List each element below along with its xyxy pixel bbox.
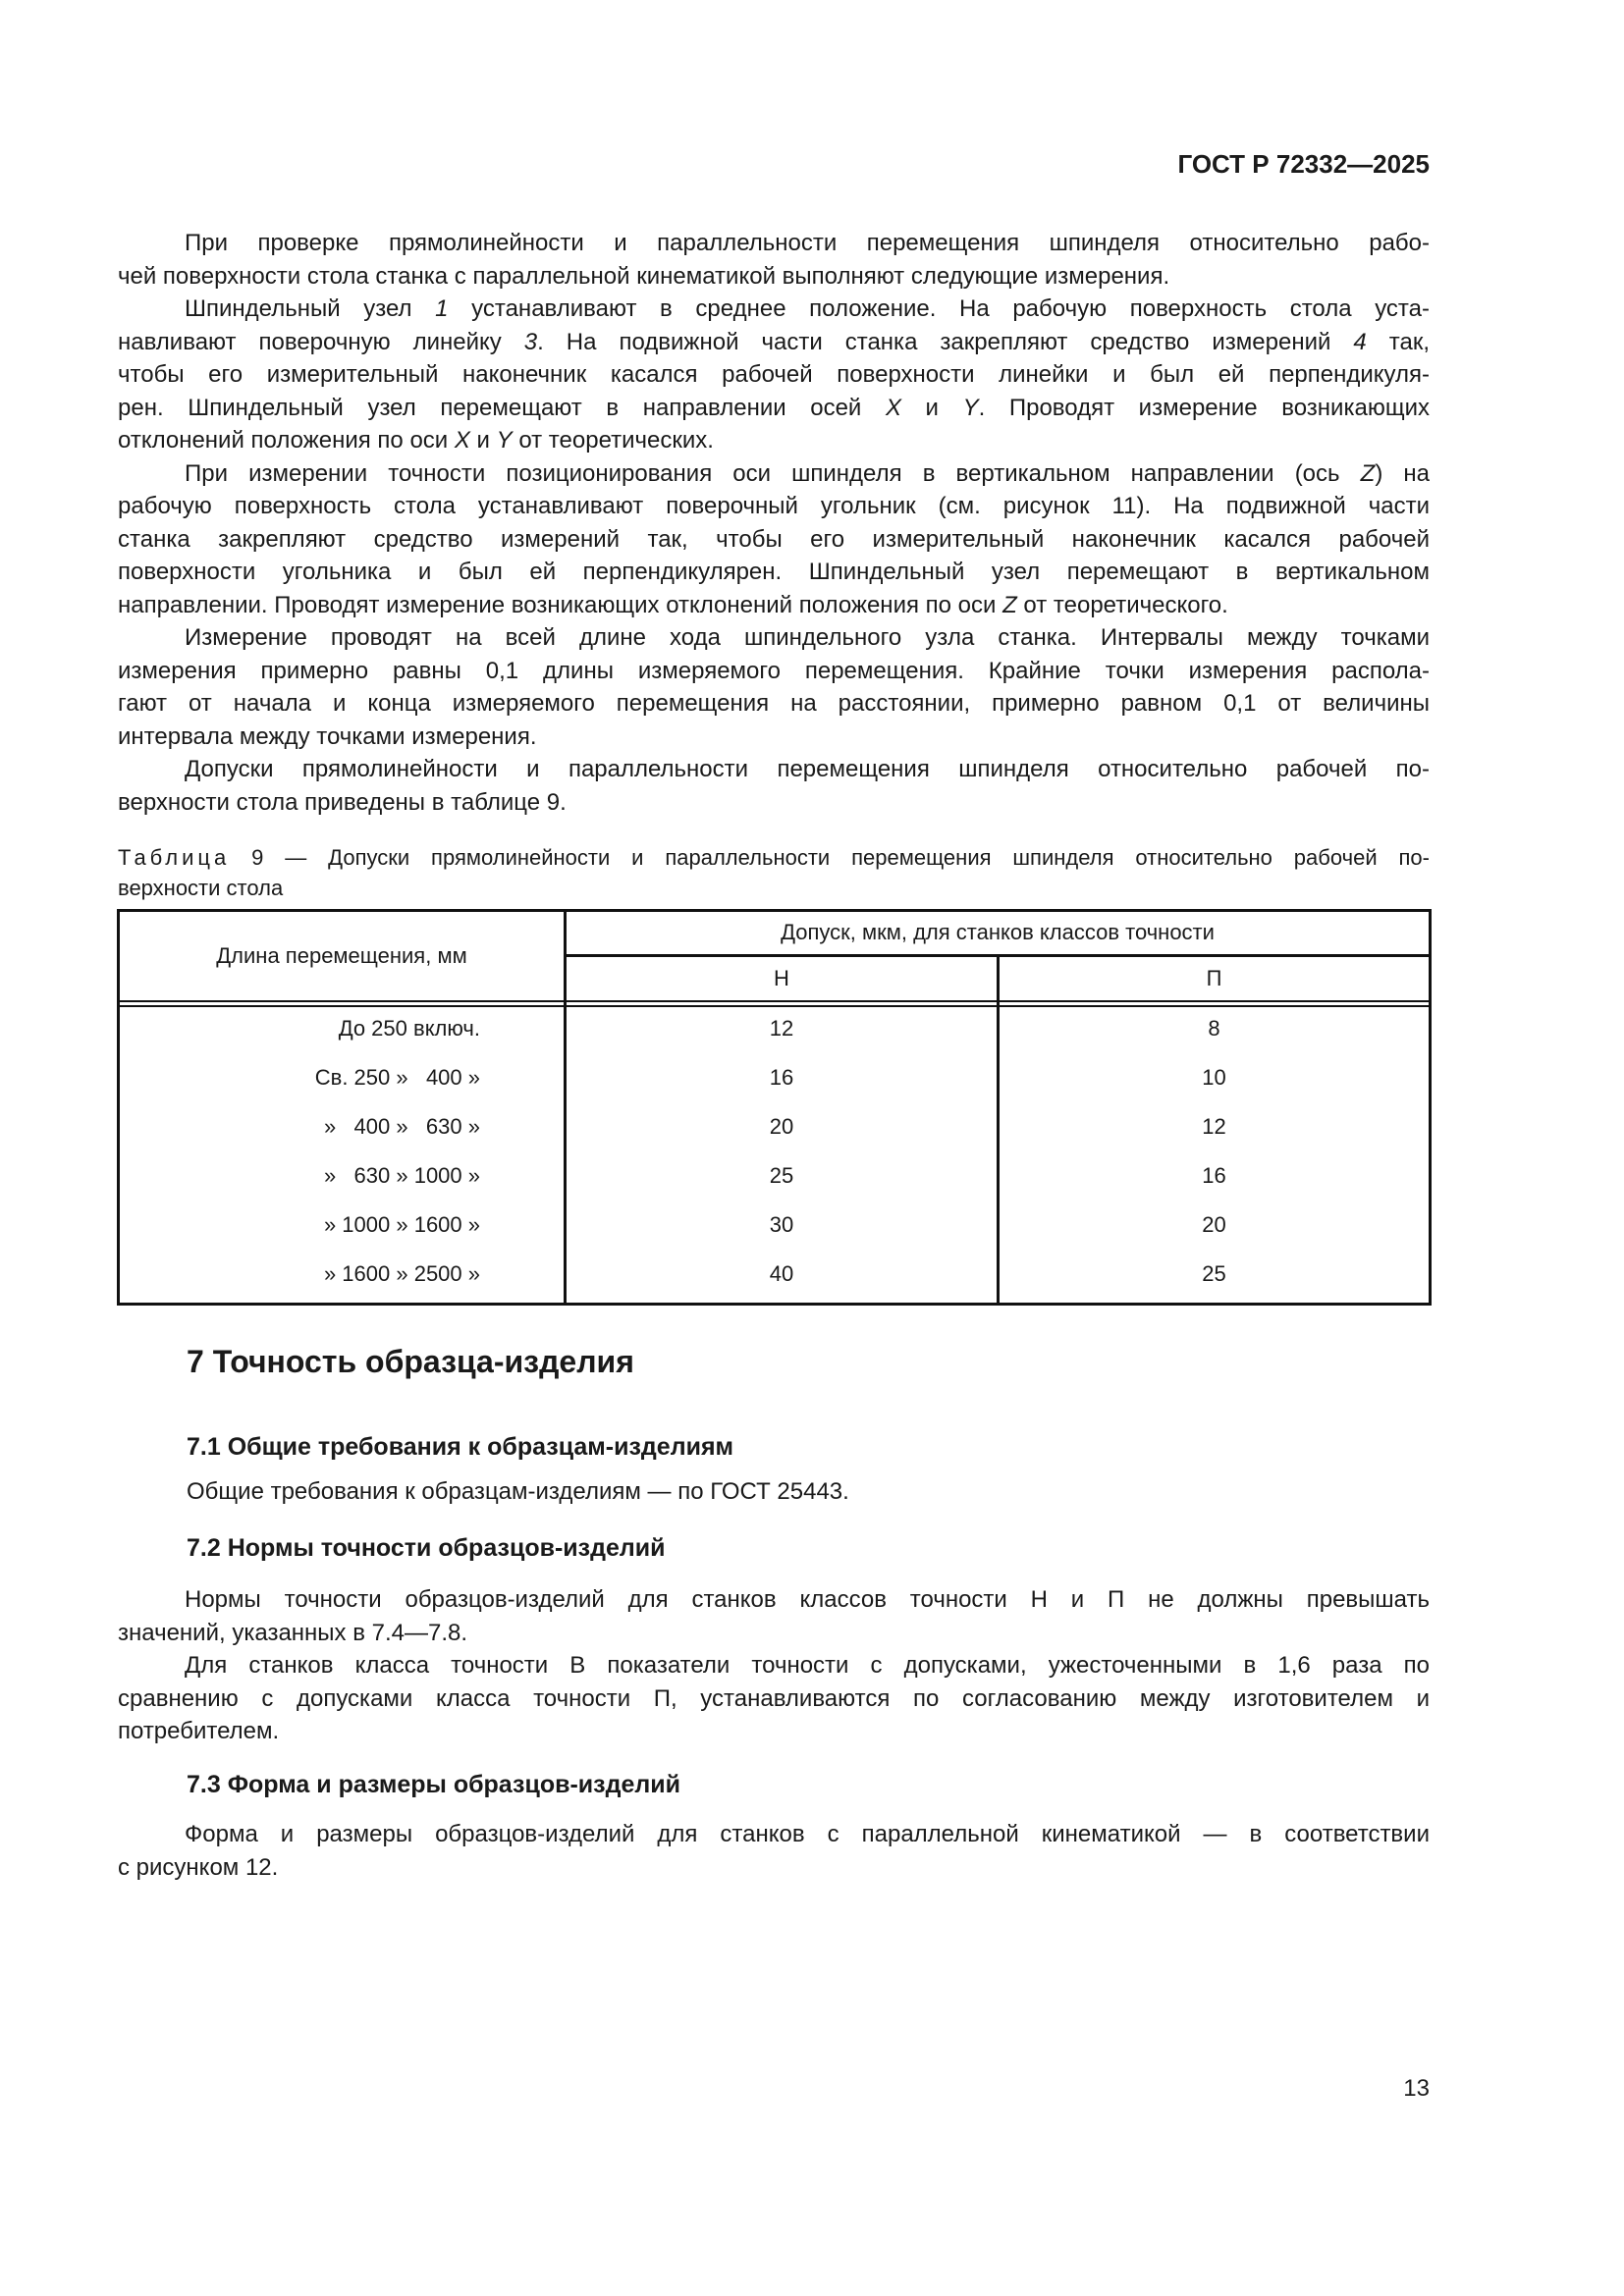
italic-ref: 3 [523,328,538,355]
table-caption-continued: верхности стола [118,876,284,900]
italic-ref: Y [962,394,979,421]
text-segment: Шпиндельный узел [185,295,436,322]
cell-tolerance-h: 16 [769,1065,794,1090]
text-segment: от теоретических. [512,427,714,454]
text-segment: рен. Шпиндельный узел перемещают в направлении осей [118,394,886,421]
text-segment: и [900,394,963,421]
tolerance-table [117,909,1432,1306]
paragraph-line: интервала между точками измерения. [118,722,537,750]
cell-tolerance-h: 20 [769,1114,794,1139]
paragraph-line: потребителем. [118,1718,280,1744]
cell-length: » 1000 » 1600 » [323,1212,480,1237]
text-segment: устанавливают в среднее положение. На рабочую поверхность стола уста- [448,295,1430,322]
table-subheader-line [564,954,1432,957]
paragraph-line: измерения примерно равны 0,1 длины измеряемого перемещения. Крайние точки измерения распола- [118,657,1430,684]
italic-ref: Z [1360,459,1376,487]
text-segment: . Проводят измерение возникающих [978,394,1430,421]
paragraph-line: значений, указанных в 7.4—7.8. [118,1619,468,1646]
paragraph-line: рабочую поверхность стола устанавливают поверочный угольник (см. рисунок 11). На подвижной части [118,493,1430,519]
col-header-class-h: Н [774,966,789,990]
paragraph-line: верхности стола приведены в таблице 9. [118,788,567,816]
cell-length: » 630 » 1000 » [323,1163,480,1188]
paragraph-line: станка закрепляют средство измерений так, чтобы его измерительный наконечник касался рабочей [118,525,1430,553]
paragraph-line: Форма и размеры образцов-изделий для станков с параллельной кинематикой — в соответствии [185,1821,1430,1847]
paragraph-line: поверхности угольника и был ей перпендикулярен. Шпиндельный узел перемещают в вертикальном [118,559,1430,585]
cell-tolerance-p: 10 [1202,1065,1226,1090]
cell-length: » 1600 » 2500 » [323,1261,480,1286]
col-header-length: Длина перемещения, мм [216,943,467,968]
table-caption-title: 9 — Допуски прямолинейности и параллельности перемещения шпинделя относительно рабочей по- [230,845,1430,870]
cell-tolerance-p: 20 [1202,1212,1226,1237]
section-7-title: 7 Точность образца-изделия [187,1344,634,1379]
table-border-right [1429,909,1432,1306]
italic-ref: Z [1002,591,1017,618]
page-number: 13 [1403,2075,1430,2102]
cell-tolerance-h: 40 [769,1261,794,1286]
paragraph-line: При проверке прямолинейности и параллельности перемещения шпинделя относительно рабо- [185,230,1430,256]
section-7-2-title: 7.2 Нормы точности образцов-изделий [187,1534,666,1562]
table-border-bottom [117,1303,1432,1306]
table-header-line-1 [117,1000,1432,1002]
paragraph-line [118,328,1430,357]
paragraph-line [118,394,1430,423]
italic-ref: 4 [1353,328,1367,355]
paragraph-line: Для станков класса точности В показатели точности с допусками, ужесточенными в 1,6 раза по [185,1652,1430,1679]
text-segment: так, [1366,328,1431,355]
paragraph-line [185,294,1430,324]
paragraph-line: Допуски прямолинейности и параллельности перемещения шпинделя относительно рабочей по- [185,756,1430,782]
text-segment: . На подвижной части станка закрепляют средство измерений [537,328,1354,355]
col-header-tolerance: Допуск, мкм, для станков классов точности [781,920,1215,944]
cell-tolerance-p: 16 [1202,1163,1226,1188]
text-segment: отклонений положения по оси [118,427,455,454]
text-segment: от теоретического. [1016,591,1228,618]
cell-length: Св. 250 » 400 » [314,1065,480,1090]
paragraph-line: с рисунком 12. [118,1853,279,1881]
cell-tolerance-h: 30 [769,1212,794,1237]
table-header-line-2 [117,1005,1432,1007]
italic-ref: X [454,427,470,454]
cell-tolerance-p: 25 [1202,1261,1226,1286]
paragraph-line: гают от начала и конца измеряемого перемещения на расстоянии, примерно равном 0,1 от величины [118,690,1430,717]
text-segment: навливают поверочную линейку [118,328,524,355]
text-segment: ) на [1375,459,1431,487]
table-caption-label: Таблица [118,845,231,870]
col-header-class-p: П [1206,966,1222,990]
paragraph-line [185,459,1430,489]
text-segment: и [469,427,497,454]
paragraph-line: Измерение проводят на всей длине хода шпиндельного узла станка. Интервалы между точками [185,624,1430,651]
cell-length: » 400 » 630 » [323,1114,480,1139]
cell-length: До 250 включ. [338,1016,480,1041]
cell-tolerance-h: 25 [769,1163,794,1188]
section-7-1-title: 7.1 Общие требования к образцам-изделиям [187,1433,734,1461]
cell-tolerance-h: 12 [769,1016,794,1041]
section-7-1-text: Общие требования к образцам-изделиям — по ГОСТ 25443. [187,1478,849,1505]
cell-tolerance-p: 8 [1208,1016,1220,1041]
italic-ref: 1 [435,295,449,322]
cell-tolerance-p: 12 [1202,1114,1226,1139]
italic-ref: X [885,394,901,421]
paragraph-line [118,591,1430,620]
paragraph-line: сравнению с допусками класса точности П, устанавливаются по согласованию между изготовителем и [118,1684,1430,1712]
paragraph-line [118,426,1430,455]
italic-ref: Y [496,427,513,454]
table-caption [118,844,1430,872]
table-border-top [117,909,1432,912]
paragraph-line: чтобы его измерительный наконечник касался рабочей поверхности линейки и был ей перпендикуля- [118,361,1430,388]
document-number: ГОСТ Р 72332—2025 [1177,149,1430,179]
text-segment: направлении. Проводят измерение возникающих отклонений положения по оси [118,591,1003,618]
section-7-3-title: 7.3 Форма и размеры образцов-изделий [187,1771,680,1798]
text-segment: При измерении точности позиционирования оси шпинделя в вертикальном направлении (ось [185,459,1361,487]
paragraph-line: Нормы точности образцов-изделий для станков классов точности Н и П не должны превышать [185,1586,1430,1613]
paragraph-line: чей поверхности стола станка с параллельной кинематикой выполняют следующие измерения. [118,262,1170,290]
